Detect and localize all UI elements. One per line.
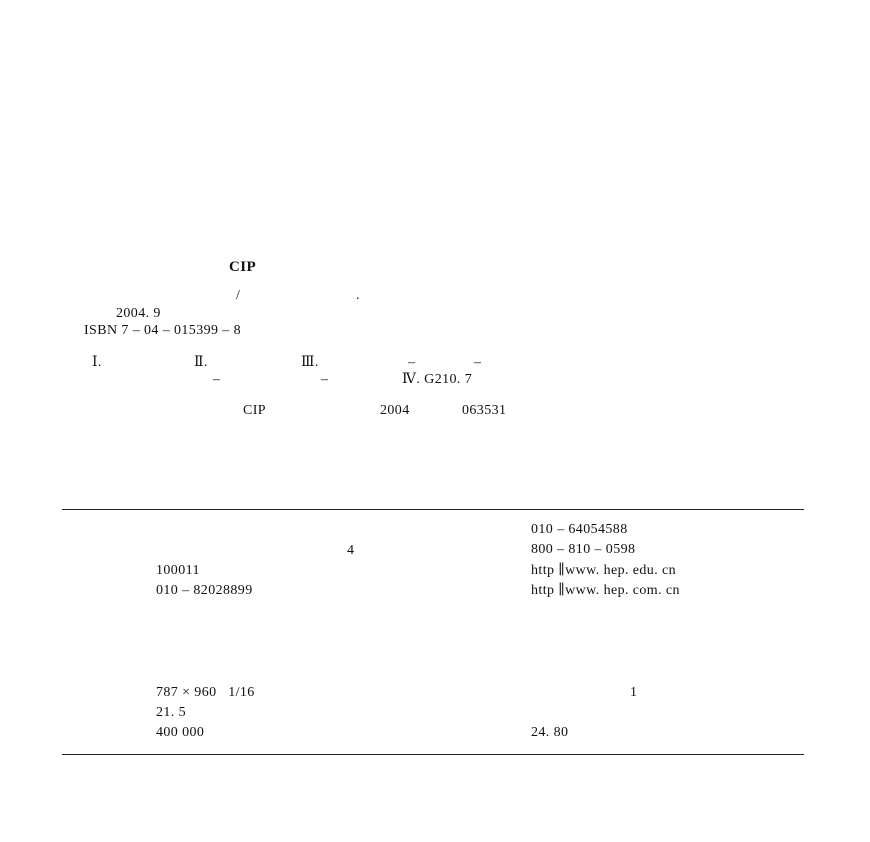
cip-record-year: 2004 xyxy=(380,403,410,418)
switchboard-phone: 010 – 82028899 xyxy=(156,583,253,598)
classification-ii: Ⅱ. xyxy=(194,355,208,370)
toll-free-hotline: 800 – 810 – 0598 xyxy=(531,542,636,557)
classification-dash: – xyxy=(408,355,416,370)
isbn: ISBN 7 – 04 – 015399 – 8 xyxy=(84,323,241,338)
classification-dash: – xyxy=(213,372,221,387)
cip-heading: CIP xyxy=(229,259,257,275)
website-edu-link[interactable]: http ∥www. hep. edu. cn xyxy=(531,563,677,578)
classification-dash: – xyxy=(321,372,329,387)
top-rule xyxy=(62,509,804,510)
print-sheets: 21. 5 xyxy=(156,705,186,720)
publication-date: 2004. 9 xyxy=(116,306,161,321)
author-slash: / xyxy=(236,288,241,303)
edition-number: 1 xyxy=(630,685,638,700)
bottom-rule xyxy=(62,754,804,755)
classification-iv: Ⅳ. G210. 7 xyxy=(402,372,473,387)
building-number: 4 xyxy=(347,543,355,558)
website-com-link[interactable]: http ∥www. hep. com. cn xyxy=(531,583,680,598)
classification-dash: – xyxy=(474,355,482,370)
price: 24. 80 xyxy=(531,725,569,740)
cip-record-number: 063531 xyxy=(462,403,507,418)
sales-phone: 010 – 64054588 xyxy=(531,522,628,537)
postcode: 100011 xyxy=(156,563,200,578)
word-count: 400 000 xyxy=(156,725,205,740)
cip-record-prefix: CIP xyxy=(243,403,266,418)
title-period: . xyxy=(356,288,360,303)
format-size: 787 × 960 1/16 xyxy=(156,685,255,700)
classification-i: Ⅰ. xyxy=(92,355,102,370)
classification-iii: Ⅲ. xyxy=(301,355,319,370)
